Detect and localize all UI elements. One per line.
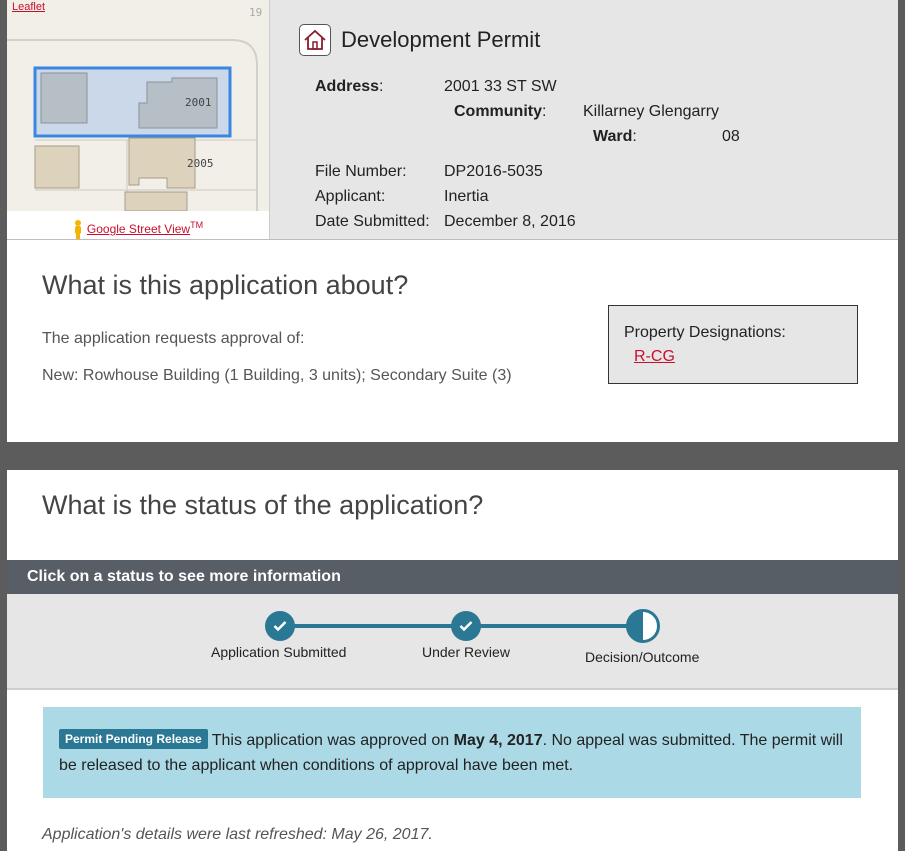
about-intro: The application requests approval of: (42, 330, 305, 347)
step-decision-outcome[interactable] (626, 609, 660, 643)
lot-label: 2005 (187, 157, 214, 170)
about-heading: What is this application about? (42, 270, 409, 300)
lot-label: 2001 (185, 96, 212, 109)
ward-value: 08 (722, 128, 740, 145)
trademark-mark: TM (190, 220, 204, 230)
date-submitted-label: Date Submitted: (315, 213, 430, 230)
notice-text: This application was approved on (211, 732, 454, 749)
leaflet-attribution-link[interactable]: Leaflet (12, 1, 46, 13)
address-label: Address: (315, 78, 384, 95)
status-badge: Permit Pending Release (59, 729, 208, 749)
street-view-link[interactable]: Google Street View (86, 222, 191, 236)
permit-summary-card (7, 0, 898, 442)
permit-header (7, 0, 898, 240)
step-label[interactable]: Under Review (422, 644, 510, 660)
address-value: 2001 33 ST SW (444, 78, 557, 95)
community-value: Killarney Glengarry (583, 103, 720, 120)
step-application-submitted[interactable] (265, 611, 295, 641)
designation-link[interactable]: R-CG (634, 348, 675, 365)
notice-text: . No appeal was submitted. The permit will be released to the applicant when conditions of approval have been met. (59, 732, 843, 774)
approval-date: May 4, 2017 (453, 732, 543, 749)
community-label: Community: (454, 103, 547, 120)
status-instruction-bar: Click on a status to see more information (7, 560, 898, 594)
property-designations-box (608, 305, 858, 384)
step-label[interactable]: Application Submitted (211, 644, 347, 660)
date-submitted-value: December 8, 2016 (444, 213, 576, 230)
applicant-label: Applicant: (315, 188, 386, 205)
page-title: Development Permit (341, 27, 541, 52)
map-corner-label: 19 (249, 6, 263, 19)
about-detail: New: Rowhouse Building (1 Building, 3 units); Secondary Suite (3) (42, 367, 512, 384)
status-heading: What is the status of the application? (42, 490, 484, 520)
ward-label: Ward: (593, 128, 637, 145)
check-icon (273, 620, 287, 632)
status-tracker (7, 594, 898, 690)
status-card (7, 470, 898, 851)
last-refreshed: Application's details were last refreshed: May 26, 2017. (42, 826, 433, 843)
permit-title (299, 23, 540, 57)
tracker-connector (280, 624, 466, 628)
file-number-value: DP2016-5035 (444, 163, 543, 180)
house-icon (299, 24, 331, 56)
street-view-row (7, 211, 269, 239)
step-under-review[interactable] (451, 611, 481, 641)
check-icon (459, 620, 473, 632)
file-number-label: File Number: (315, 163, 407, 180)
applicant-value: Inertia (444, 188, 489, 205)
status-notice (43, 707, 861, 798)
step-label[interactable]: Decision/Outcome (585, 649, 700, 665)
designations-label: Property Designations: (624, 324, 786, 341)
map-canvas[interactable] (7, 0, 269, 211)
tracker-connector (466, 624, 643, 628)
pegman-icon[interactable] (73, 220, 83, 239)
site-map[interactable] (7, 0, 270, 239)
